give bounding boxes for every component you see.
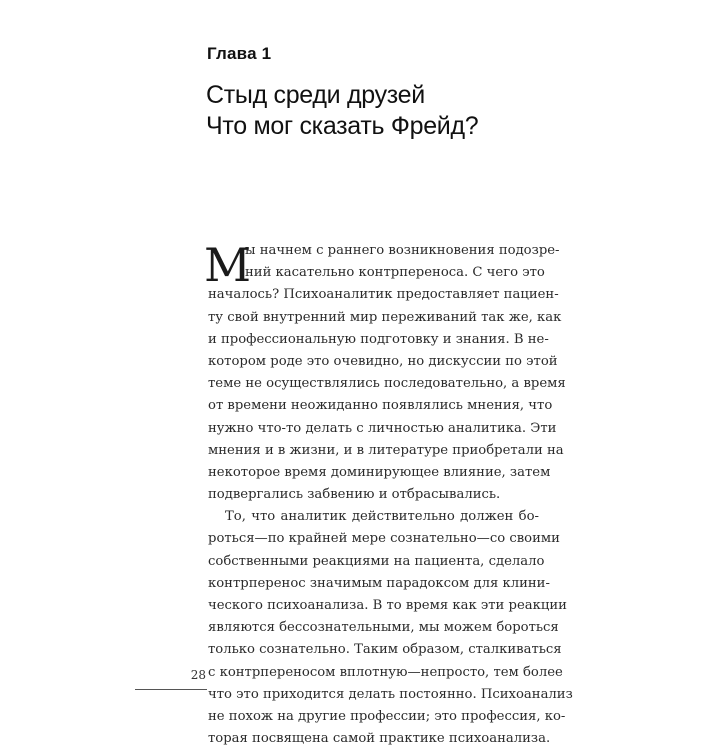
text-line: являются бессознательными, мы можем бороться (208, 620, 559, 636)
text-line: ы начнем с раннего возникновения подозре- (245, 243, 560, 258)
text-line: ческого психоанализа. В то время как эти реакции (208, 598, 567, 613)
chapter-title-line: Стыд среди друзей (206, 81, 425, 109)
text-line: и профессиональную подготовку и знания. В не- (208, 331, 549, 347)
text-line: ту свой внутренний мир переживаний так же, как (208, 309, 562, 325)
drop-cap: М (204, 238, 252, 292)
chapter-label: Глава 1 (207, 44, 272, 63)
text-line: То, что аналитик действительно должен бо- (225, 509, 539, 525)
body-text (204, 238, 573, 750)
text-line: не похож на другие профессии; это профессия, ко- (208, 708, 566, 724)
text-line: теме не осуществлялись последовательно, а время (208, 376, 566, 392)
page-number: 28 (190, 668, 206, 682)
chapter-title (206, 80, 478, 142)
footer-rule (135, 689, 207, 690)
text-line: только сознательно. Таким образом, сталкиваться (208, 642, 562, 658)
text-line: некоторое время доминирующее влияние, затем (208, 464, 551, 480)
text-line: от времени неожиданно появлялись мнения, что (208, 398, 553, 414)
text-line: что это приходится делать постоянно. Психоанализ (208, 686, 573, 702)
text-line: мнения и в жизни, и в литературе приобретали на (208, 442, 564, 458)
text-line: котором роде это очевидно, но дискуссии по этой (208, 353, 558, 369)
text-line: нужно что-то делать с личностью аналитика. Эти (208, 420, 557, 436)
text-line: контрперенос значимым парадоксом для клини- (208, 575, 550, 591)
text-line: подвергались забвению и отбрасывались. (208, 487, 501, 503)
text-line: ний касательно контрпереноса. С чего это (245, 265, 545, 281)
text-line: роться—по крайней мере сознательно—со своими (208, 531, 560, 547)
text-line: с контрпереносом вплотную—непросто, тем более (208, 664, 563, 680)
text-line: собственными реакциями на пациента, сделало (208, 553, 545, 569)
text-line: началось? Психоаналитик предоставляет пациен- (208, 287, 559, 303)
chapter-title-line: Что мог сказать Фрейд? (206, 112, 479, 140)
text-line: торая посвящена самой практике психоанализа. (208, 731, 551, 747)
